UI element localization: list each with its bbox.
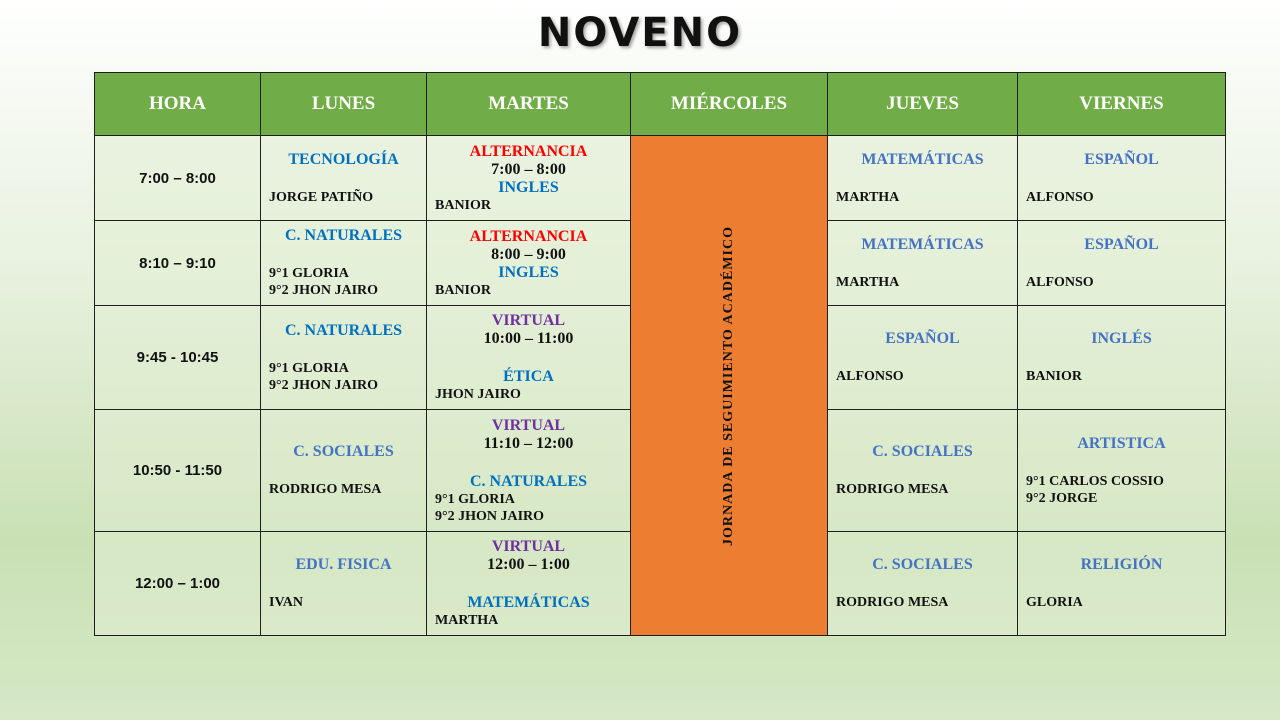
miercoles-block: [631, 136, 828, 636]
subject-label: C. SOCIALES: [872, 556, 973, 573]
hora-cell: 10:50 - 11:50: [95, 410, 261, 532]
teacher-label: 9°2 JHON JAIRO: [269, 283, 379, 298]
time-label: 8:00 – 9:00: [491, 245, 566, 263]
jueves-cell: [828, 221, 1018, 306]
mode-label: ALTERNANCIA: [469, 142, 588, 160]
subject-label: ESPAÑOL: [1084, 150, 1159, 168]
subject-label: MATEMÁTICAS: [861, 235, 984, 253]
mode-label: VIRTUAL: [491, 312, 566, 329]
teacher-label: 9°1 GLORIA: [435, 491, 515, 507]
jueves-cell: [828, 136, 1018, 221]
teacher-label: JORGE PATIÑO: [269, 189, 374, 205]
hora-cell: 12:00 – 1:00: [95, 532, 261, 636]
page-title: NOVENO: [537, 10, 743, 56]
header-lunes: LUNES: [261, 73, 427, 136]
subject-label: INGLES: [498, 178, 559, 196]
teacher-label: 9°2 JHON JAIRO: [435, 508, 545, 524]
teacher-label: 9°2 JORGE: [1026, 490, 1098, 506]
viernes-cell: [1018, 306, 1226, 410]
teacher-label: 9°1 GLORIA: [269, 360, 349, 376]
viernes-cell: [1018, 221, 1226, 306]
header-miercoles: MIÉRCOLES: [631, 73, 828, 136]
lunes-cell: [261, 410, 427, 532]
subject-label: ÉTICA: [503, 368, 554, 385]
martes-cell: [427, 410, 631, 532]
subject-label: TECNOLOGÍA: [288, 150, 399, 168]
teacher-label: BANIOR: [1026, 369, 1083, 384]
teacher-label: BANIOR: [435, 197, 492, 213]
martes-cell: [427, 136, 631, 221]
lunes-cell: [261, 532, 427, 636]
teacher-label: MARTHA: [836, 189, 900, 205]
hora-cell: 8:10 – 9:10: [95, 221, 261, 306]
martes-cell: [427, 306, 631, 410]
viernes-cell: [1018, 136, 1226, 221]
subject-label: INGLES: [498, 263, 559, 281]
lunes-cell: [261, 136, 427, 221]
mode-label: VIRTUAL: [491, 538, 566, 555]
martes-cell: [427, 221, 631, 306]
hora-cell: 9:45 - 10:45: [95, 306, 261, 410]
header-jueves: JUEVES: [828, 73, 1018, 136]
subject-label: INGLÉS: [1091, 330, 1152, 347]
schedule-table: [94, 72, 1226, 636]
teacher-label: 9°1 CARLOS COSSIO: [1026, 473, 1164, 489]
subject-label: MATEMÁTICAS: [467, 594, 590, 611]
teacher-label: ALFONSO: [1026, 274, 1094, 290]
jueves-cell: [828, 306, 1018, 410]
time-label: 7:00 – 8:00: [491, 160, 566, 178]
time-label: 10:00 – 11:00: [483, 330, 574, 347]
teacher-label: RODRIGO MESA: [269, 482, 382, 497]
martes-cell: [427, 532, 631, 636]
teacher-label: BANIOR: [435, 282, 492, 298]
miercoles-note: JORNADA DE SEGUIMIENTO ACADÉMICO: [721, 225, 736, 546]
viernes-cell: [1018, 410, 1226, 532]
subject-label: ESPAÑOL: [885, 330, 960, 347]
table-row: [95, 136, 1226, 221]
header-martes: MARTES: [427, 73, 631, 136]
hora-cell: 7:00 – 8:00: [95, 136, 261, 221]
teacher-label: IVAN: [269, 595, 303, 610]
subject-label: C. NATURALES: [469, 472, 588, 490]
header-row: [95, 73, 1226, 136]
subject-label: EDU. FISICA: [295, 556, 392, 573]
time-label: 11:10 – 12:00: [483, 434, 574, 452]
jueves-cell: [828, 410, 1018, 532]
time-label: 12:00 – 1:00: [487, 556, 570, 573]
subject-label: C. SOCIALES: [872, 443, 973, 460]
subject-label: C. NATURALES: [284, 227, 403, 244]
teacher-label: MARTHA: [435, 613, 499, 628]
lunes-cell: [261, 306, 427, 410]
header-viernes: VIERNES: [1018, 73, 1226, 136]
subject-label: C. NATURALES: [284, 321, 403, 339]
lunes-cell: [261, 221, 427, 306]
teacher-label: MARTHA: [836, 274, 900, 290]
teacher-label: ALFONSO: [836, 369, 904, 384]
viernes-cell: [1018, 532, 1226, 636]
teacher-label: RODRIGO MESA: [836, 482, 949, 497]
teacher-label: 9°2 JHON JAIRO: [269, 377, 379, 393]
jueves-cell: [828, 532, 1018, 636]
subject-label: ESPAÑOL: [1084, 235, 1159, 253]
subject-label: RELIGIÓN: [1080, 556, 1163, 573]
teacher-label: RODRIGO MESA: [836, 595, 949, 610]
teacher-label: JHON JAIRO: [435, 387, 521, 402]
subject-label: ARTISTICA: [1077, 434, 1166, 452]
mode-label: VIRTUAL: [491, 416, 566, 434]
mode-label: ALTERNANCIA: [469, 227, 588, 245]
teacher-label: GLORIA: [1026, 595, 1083, 610]
subject-label: MATEMÁTICAS: [861, 150, 984, 168]
header-hora: HORA: [95, 73, 261, 136]
teacher-label: 9°1 GLORIA: [269, 266, 349, 281]
teacher-label: ALFONSO: [1026, 189, 1094, 205]
subject-label: C. SOCIALES: [293, 443, 394, 460]
